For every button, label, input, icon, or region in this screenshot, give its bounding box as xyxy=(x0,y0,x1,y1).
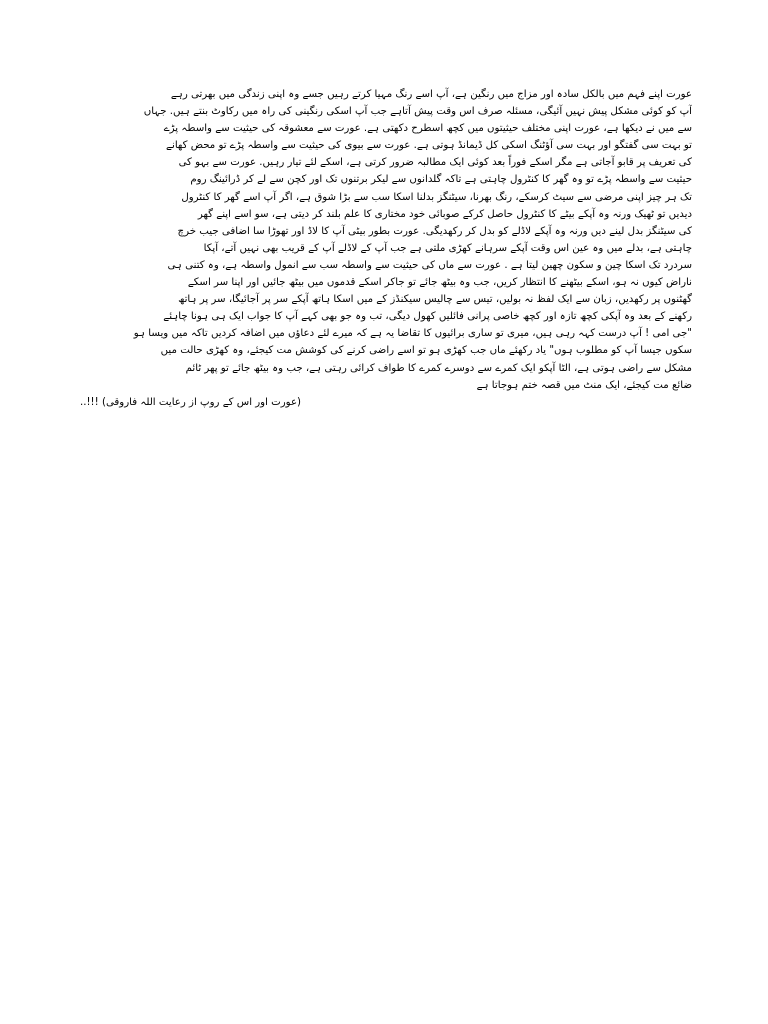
text-line: چاہتی ہے، بدلے میں وہ عین اس وقت آپکے سرہانے کھڑی ملتی ہے جب آپ کے لاڈلے آپ کے قریب بھی نہیں آتے، آپکا xyxy=(203,242,692,254)
text-line: سکوں جیسا آپ کو مطلوب ہوں" یاد رکھئے ماں جب کھڑی ہو تو اسے راضی کرنے کی کوشش مت کیجئے، وہ کھڑی حالت میں xyxy=(160,345,692,357)
text-line: دیدیں تو ٹھیک ورنہ وہ آپکے بیٹے کا کنٹرول حاصل کرکے صوبائی خود مختاری کا علم بلند کر دیتی ہے، سو اسے اپنے گھر xyxy=(197,208,692,220)
text-line: آپ کو کوئی مشکل پیش نہیں آئیگی، مسئلہ صرف اس وقت پیش آتاہے جب آپ اسکی رنگینی کی راہ میں رکاوٹ بنتے ہیں. جہاں xyxy=(143,106,692,118)
text-line: تو بہت سی گفتگو اور بہت سی آؤٹنگ اسکی کل ڈیمانڈ ہوتی ہے. عورت سے بیوی کی حیثیت سے واسطہ پڑے تو محض کھانے xyxy=(166,140,692,152)
text-line: "جی امی ! آپ درست کہہ رہی ہیں، میری تو ساری برائیوں کا تقاضا یہ ہے کہ میرے لئے دعاؤں میں اضافہ کردیں تاکہ میں ویسا ہو xyxy=(133,328,692,340)
text-line: ناراض کیوں نہ ہو، اسکے بیٹھنے کا انتظار کریں، جب وہ بیٹھ جائے تو جاکر اسکے قدموں میں بیٹھ جائیں اور اپنا سر اسکے xyxy=(187,277,692,289)
text-line: عورت اپنے فہم میں بالکل سادہ اور مزاج میں رنگین ہے، آپ اسے رنگ مہیا کرتے رہیں جسے وہ اپنی زندگی میں بھرتی رہے xyxy=(170,89,692,100)
text-line: گھٹنوں پر رکھدیں، زبان سے ایک لفظ نہ بولیں، تیس سے چالیس سیکنڈز کے میں اسکا ہاتھ آپکے سر پر آجائیگا، سر پر ہاتھ xyxy=(178,294,692,306)
text-line: کی سیٹنگز بدل لینے دیں ورنہ وہ آپکے لاڈلے کو بدل کر رکھدیگی. عورت بطور بیٹی آپ کا لاڈ اور تھوڑا سا اضافی جیب خرچ xyxy=(177,225,692,237)
text-line: مشکل سے راضی ہوتی ہے، الٹا آپکو ایک کمرے سے دوسرے کمرے کا طواف کرائی رہتی ہے، جب وہ بیٹھ جائے تو پھر ٹائم xyxy=(185,362,692,374)
text-line: تک ہر چیز اپنی مرضی سے سیٹ کرسکے، رنگ بھرنا، سیٹنگز بدلنا اسکا سب سے بڑا شوق ہے، اگر آپ اسے گھر کا کنٹرول xyxy=(181,191,692,203)
text-line: کی تعریف پر قابو آجاتی ہے مگر اسکے فوراً بعد کوئی ایک مطالبہ ضرور کرتی ہے، اسکے لئے تیار رہیں. عورت سے بہو کی xyxy=(178,157,692,169)
text-line: رکھنے کے بعد وہ آپکی کچھ تازہ اور کچھ خاصی پرانی فائلیں کھول دیگی، تب وہ جو بھی کہے آپ کا جواب ایک ہی ہونا چاہئے xyxy=(163,311,692,323)
text-line: سے میں نے دیکھا ہے، عورت اپنی مختلف حیثیتوں میں کچھ اسطرح دکھتی ہے. عورت سے معشوقہ کی حیثیت سے واسطہ پڑے xyxy=(163,123,692,135)
text-line: سردرد تک اسکا چین و سکون چھین لیتا ہے . عورت سے ماں کی حیثیت سے واسطہ سب سے انمول واسطہ ہے، وہ کتنی ہی xyxy=(167,259,692,271)
text-line: ضائع مت کیجئے، ایک منٹ میں قصہ ختم ہوجاتا ہے xyxy=(476,379,692,391)
attribution-line: (عورت اور اس کے روپ از رعایت اللہ فاروقی) !!!.. xyxy=(80,396,302,408)
article-body xyxy=(80,86,692,411)
text-line: حیثیت سے واسطہ پڑے تو وہ گھر کا کنٹرول چاہتی ہے تاکہ گلدانوں سے لیکر برتنوں تک اور کچن سے لے کر ڈرائینگ روم xyxy=(190,174,692,186)
